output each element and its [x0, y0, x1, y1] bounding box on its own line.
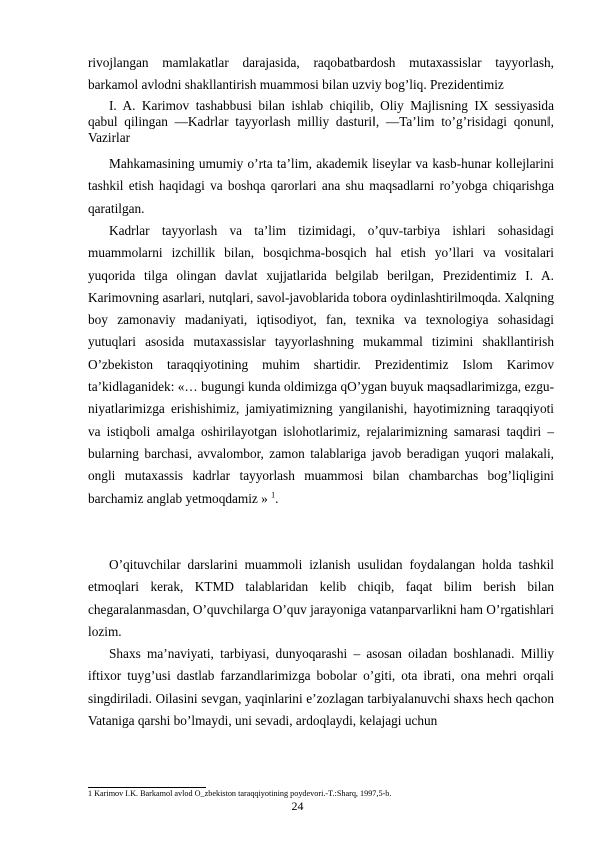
paragraph-shaxs-manaviyati: Shaxs ma’naviyati, tarbiyasi, dunyoqarashi – asosan oiladan boshlanadi. Milliy iftixor tuyg’usi dastlab farzandlarimizga bobolar o’giti, ota ibrati, ona mehri orqali singdiriladi. Oilasini sevgan, yaqinlarini e’zozlagan tarbiyalanuvchi shaxs hech qachon Vataniga qarshi bo’lmaydi, uni sevadi, ardoqlaydi, kelajagi uchun: [88, 646, 554, 728]
paragraph-kadrlar-text: Kadrlar tayyorlash va ta’lim tizimidagi, o’quv-tarbiya ishlari sohasidagi muammolarni izchillik bilan, bosqichma-bosqich hal etish yo’llari va vositalari yuqorida tilga olingan davlat xujjatlarida belgilab berilgan, Prezidentimiz I. A. Karimovning asarlari, nutqlari, savol-javoblarida tobora oydinlashtirilmoqda. Xalqning boy zamonaviy madaniyati, iqtisodiyot, fan, texnika va texnologiya sohasidagi yutuqlari asosida mutaxassislar tayyorlashning mukammal tizimini shakllantirish O’zbekiston taraqqiyotining muhim shartidir. Prezidentimiz Islom Karimov ta’kidlaganidek: «… bugungi kunda oldimizga qO’ygan buyuk maqsadlarimizga, ezgu- niyatlarimizga erishishimiz, jamiyatimizning yangilanishi, hayotimizning taraqqiyoti va istiqboli amalga oshirilayotgan islohotlarimiz, rejalarimizning samarasi taqdiri – bularning barchasi, avvalombor, zamon talablariga javob beradigan yuqori malakali, ongli mutaxassis kadrlar tayyorlash muammosi bilan chambarchas bog’liqligini barchamiz anglab yetmoqdamiz »: [88, 223, 554, 506]
paragraph-oqituvchilar: O’qituvchilar darslarini muammoli izlanish usulidan foydalangan holda tashkil etmoqlari kerak, KTMD talablaridan kelib chiqib, faqat bilim berish bilan chegaralanmasdan, O’quvchilarga O’quv jarayoniga vatanparvarlikni ham O’rgatishlari lozim.: [88, 557, 554, 639]
paragraph-kadrlar-tayyorlash: Kadrlar tayyorlash va ta’lim tizimidagi, o’quv-tarbiya ishlari sohasidagi muammolarni izchillik bilan, bosqichma-bosqich hal etish yo’llari va vositalari yuqorida tilga olingan davlat xujjatlarida belgilab berilgan, Prezidentimiz I. A. Karimovning asarlari, nutqlari, savol-javoblarida tobora oydinlashtirilmoqda. Xalqning boy zamonaviy madaniyati, iqtisodiyot, fan, texnika va texnologiya sohasidagi yutuqlari asosida mutaxassislar tayyorlashning mukammal tizimini shakllantirish O’zbekiston taraqqiyotining muhim shartidir. Prezidentimiz Islom Karimov ta’kidlaganidek: «… bugungi kunda oldimizga qO’ygan buyuk maqsadlarimizga, ezgu- niyatlarimizga erishishimiz, jamiyatimizning yangilanishi, hayotimizning taraqqiyoti va istiqboli amalga oshirilayotgan islohotlarimiz, rejalarimizning samarasi taqdiri – bularning barchasi, avvalombor, zamon talablariga javob beradigan yuqori malakali, ongli mutaxassis kadrlar tayyorlash muammosi bilan chambarchas bog’liqligini barchamiz anglab yetmoqdamiz » $^1$.: [88, 223, 554, 506]
page-number: 24: [291, 799, 304, 813]
paragraph-vazirlar-mahkamasi: Mahkamasining umumiy o’rta ta’lim, akademik liseylar va kasb-hunar kollejlarini tashkil etish haqidagi va boshqa qarorlari ana shu maqsadlarni ro’yobga chiqarishga qaratilgan.: [88, 156, 554, 216]
paragraph-continuation: rivojlangan mamlakatlar darajasida, raqobatbardosh mutaxassislar tayyorlash, barkamol avlodni shakllantirish muammosi bilan uzviy bog’liq. Prezidentimiz: [88, 55, 554, 93]
paragraph-karimov-initiative: I. A. Karimov tashabbusi bilan ishlab chiqilib, Oliy Majlisning IX sessiyasida qabul qilingan ―Kadrlar tayyorlash milliy dasturi‖, ―Ta’lim to’g’risidagi qonun‖, Vazirlar: [88, 98, 554, 145]
footnote-divider: [88, 787, 206, 788]
footnote-reference: 1: [271, 490, 276, 500]
footnote: 1 Karimov I.K. Barkamol avlod O_zbekiston taraqqiyotining poydevori.-T.:Sharq, 1997,5-b.: [88, 789, 392, 798]
